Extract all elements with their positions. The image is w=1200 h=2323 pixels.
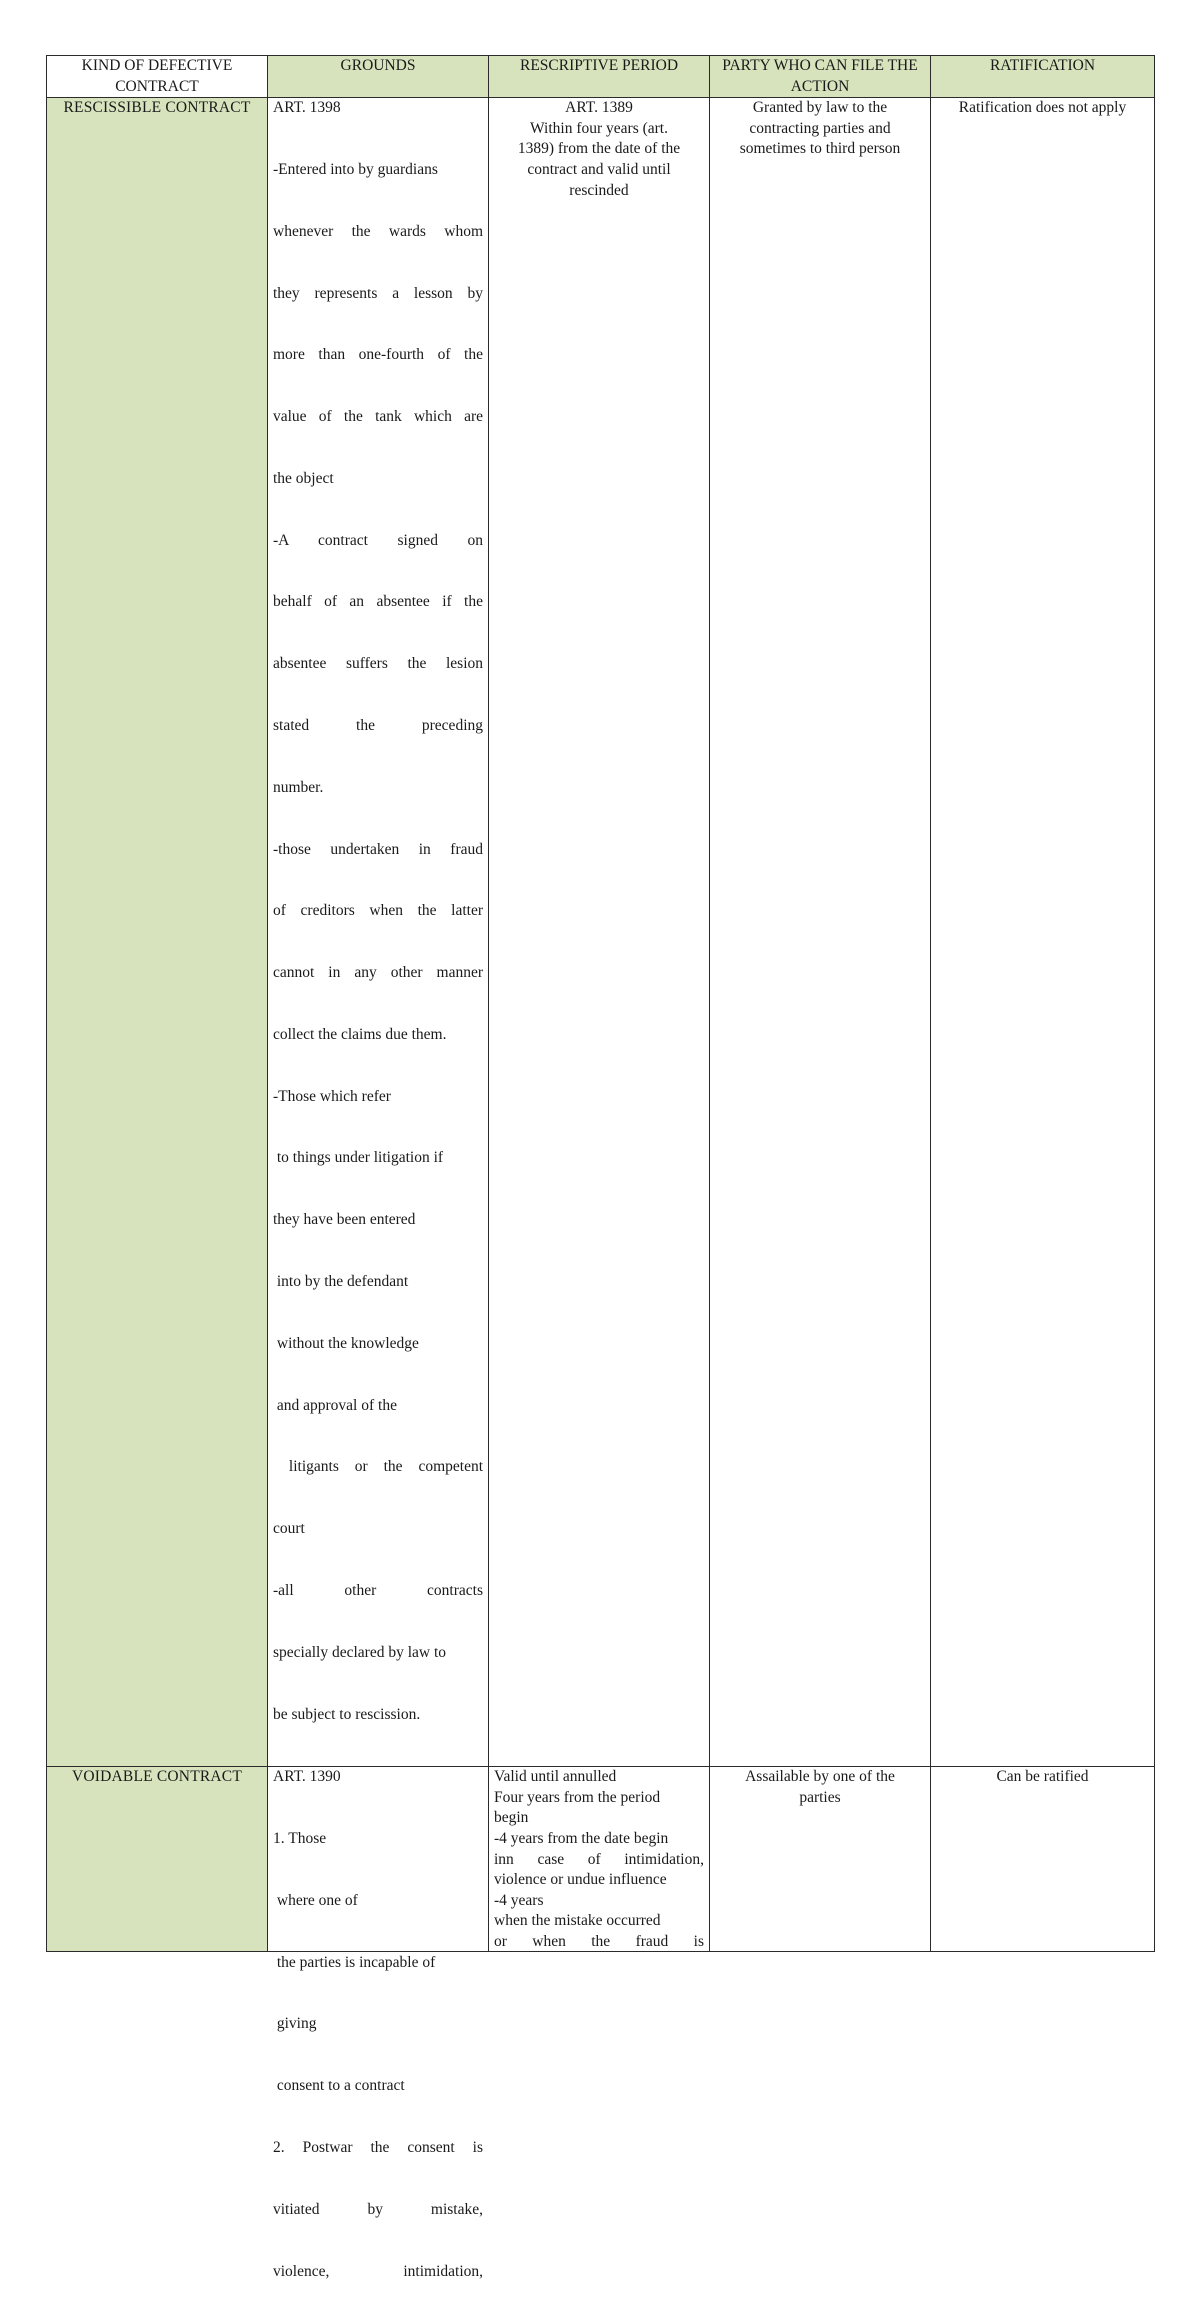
party-line: Assailable by one of the — [745, 1768, 895, 1786]
defective-contracts-table — [46, 55, 1155, 2280]
grounds-line: they represents a lesson by — [273, 284, 483, 302]
grounds-line: stated the preceding — [273, 717, 483, 734]
period-line: Four years from the period — [494, 1788, 661, 1806]
period-clip — [494, 1767, 704, 1951]
grounds-article: ART. 1390 — [273, 1768, 341, 1786]
header-ratification: RATIFICATION — [931, 56, 1155, 98]
grounds-line: of creditors when the latter — [273, 902, 483, 920]
period-cell-voidable — [489, 1767, 710, 1952]
grounds-line: where one of — [273, 1891, 358, 1909]
table-header-row — [47, 56, 1155, 98]
grounds-line: vitiated by mistake, — [273, 2200, 483, 2218]
grounds-lines — [273, 119, 483, 1767]
period-line: when the mistake occurred — [494, 1912, 661, 1930]
grounds-clip — [273, 1767, 483, 2280]
period-line: violence or undue influence — [494, 1871, 667, 1889]
period-line: -4 years — [494, 1891, 544, 1909]
kind-label: VOIDABLE CONTRACT — [71, 1768, 243, 1786]
grounds-line: whenever the wards whom — [273, 222, 483, 240]
header-period: RESCRIPTIVE PERIOD — [489, 56, 710, 98]
grounds-line: -Those which refer — [273, 1087, 391, 1105]
grounds-line: collect the claims due them. — [273, 1025, 447, 1043]
period-cell-rescissible — [489, 98, 710, 1767]
grounds-line: -A contract signed on — [273, 531, 483, 549]
grounds-line: absentee suffers the lesion — [273, 655, 483, 673]
grounds-cell-rescissible — [268, 98, 489, 1767]
period-line: Valid until annulled — [494, 1768, 617, 1786]
grounds-line: number. — [273, 778, 324, 796]
party-cell-rescissible — [710, 98, 931, 1767]
grounds-line: and approval of the — [273, 1396, 397, 1414]
grounds-line: more than one-fourth of the — [273, 346, 483, 364]
period-line: contract and valid until — [527, 160, 671, 178]
grounds-line: -Entered into by guardians — [273, 160, 438, 178]
period-line: begin — [494, 1809, 529, 1827]
grounds-line: without the knowledge — [273, 1334, 419, 1352]
party-line: contracting parties and — [749, 119, 891, 137]
grounds-line: giving — [273, 2015, 317, 2033]
period-line: inn case of intimidation, — [494, 1850, 704, 1868]
kind-cell-voidable — [47, 1767, 268, 1952]
ratification-text: Ratification does not apply — [958, 99, 1127, 117]
ratification-cell-rescissible — [931, 98, 1155, 1767]
grounds-line: value of the tank which are — [273, 408, 483, 426]
grounds-line: behalf of an absentee if the — [273, 593, 483, 611]
header-kind: KIND OF DEFECTIVE CONTRACT — [47, 56, 268, 98]
period-line: rescinded — [569, 181, 629, 199]
header-grounds: GROUNDS — [268, 56, 489, 98]
grounds-line: violence, intimidation, — [273, 2262, 483, 2280]
period-line: ART. 1389 — [565, 99, 633, 117]
table-row — [47, 1767, 1155, 1952]
grounds-line: specially declared by law to — [273, 1643, 447, 1661]
grounds-line: 1. Those — [273, 1830, 327, 1848]
grounds-line: -those undertaken in fraud — [273, 840, 483, 858]
grounds-line: -all other contracts — [273, 1581, 483, 1599]
grounds-line: into by the defendant — [273, 1273, 409, 1291]
grounds-cell-voidable — [268, 1767, 489, 2280]
party-line: Granted by law to the — [752, 99, 888, 117]
grounds-line: the object — [273, 469, 334, 487]
party-line: parties — [799, 1788, 841, 1806]
party-cell-voidable — [710, 1767, 931, 1952]
party-line: sometimes to third person — [739, 140, 901, 158]
grounds-line: the parties is incapable of — [273, 1953, 436, 1971]
header-party: PARTY WHO CAN FILE THE ACTION — [710, 56, 931, 98]
period-line: Within four years (art. — [530, 119, 668, 137]
grounds-lines — [273, 1788, 483, 2323]
grounds-line: 2. Postwar the consent is — [273, 2138, 483, 2156]
ratification-cell-voidable — [931, 1767, 1155, 1952]
period-line: 1389) from the date of the — [517, 140, 681, 158]
grounds-line: court — [273, 1520, 305, 1538]
grounds-article: ART. 1398 — [273, 99, 341, 117]
period-line: -4 years from the date begin — [494, 1830, 669, 1848]
grounds-line: cannot in any other manner — [273, 964, 483, 982]
period-line: or when the fraud is — [494, 1933, 704, 1951]
kind-label: RESCISSIBLE CONTRACT — [63, 99, 251, 117]
grounds-line: be subject to rescission. — [273, 1705, 421, 1723]
grounds-line: consent to a contract — [273, 2077, 405, 2095]
grounds-line: to things under litigation if — [273, 1149, 444, 1167]
table-row — [47, 98, 1155, 1767]
grounds-line: they have been entered — [273, 1211, 416, 1229]
grounds-line: litigants or the competent — [273, 1458, 484, 1476]
ratification-text: Can be ratified — [996, 1768, 1089, 1786]
kind-cell-rescissible — [47, 98, 268, 1767]
